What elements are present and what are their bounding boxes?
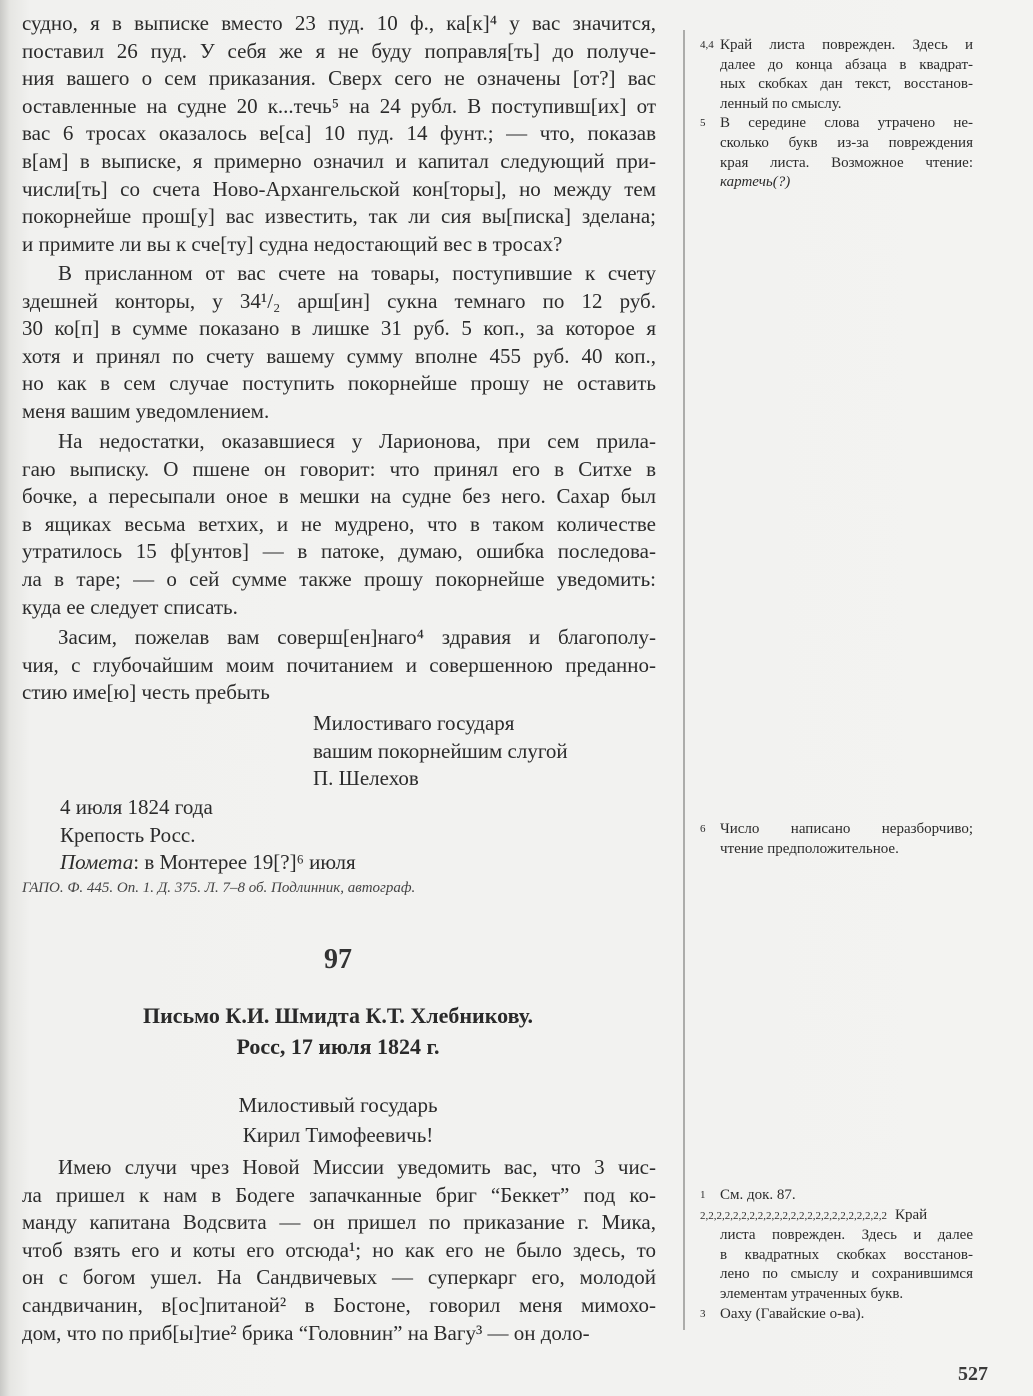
footnote-text: ных скобках дан текст, восстанов- (720, 76, 973, 93)
text-line: ния вашего о сем приказания. Сверх сего не означены [от?] вас (22, 66, 656, 91)
text-line: манду капитана Водсвита — он пришел по приказание г. Мика, (22, 1210, 656, 1235)
text-line: стию име[ю] честь пребыть (22, 680, 270, 705)
footnote-text: Оаху (Гавайские о-ва). (720, 1305, 865, 1322)
footnote-text: в квадратных скобках восстанов- (720, 1246, 973, 1263)
place-line: Крепость Росс. (60, 822, 196, 847)
footnote-group-bottom (700, 1186, 973, 1324)
footnote-text: Край листа поврежден. Здесь и (720, 37, 973, 53)
footnote-line (700, 173, 973, 193)
text-line: поставил 26 пуд. У себя же я не буду поправля[ть] до получе- (22, 38, 656, 63)
footnote-line (700, 36, 973, 56)
footnote-text: лено по смыслу и сохранившимся (720, 1266, 973, 1283)
footnote-line (700, 95, 973, 115)
paragraph-3 (22, 428, 656, 621)
text-line: Имею случи чрез Новой Миссии уведомить вас, что 3 чис- (58, 1155, 656, 1179)
text-line: Засим, пожелав вам соверш[ен]наго⁴ здравия и благополу- (58, 625, 656, 649)
footnote-text: картечь(?) (720, 174, 791, 191)
footnote-line (700, 820, 973, 840)
text-line: 30 ко[п] в сумме показано в лишке 31 руб. 5 коп., за которое я (22, 316, 656, 341)
text-line: в ящиках весьма ветхих, и не мудрено, что в таком количестве (22, 511, 656, 536)
footnote-line (700, 56, 973, 76)
text-line: здешней конторы, у 34¹/₂ арш[ин] сукна темнаго по 12 руб. (22, 288, 656, 313)
pometa-text: : в Монтерее 19[?]⁶ июля (133, 850, 356, 875)
text-line: утратилось 15 ф[унтов] — в патоке, думаю, ошибка последова- (22, 539, 656, 564)
text-line: На недостатки, оказавшиеся у Ларионова, при сем прила- (58, 429, 656, 453)
text-line: он с богом ушел. На Сандвичевых — суперкарг его, молодой (22, 1265, 656, 1290)
document-number: 97 (324, 944, 352, 975)
footnote-text: сколько букв из-за повреждения (720, 134, 973, 151)
text-line: чия, с глубочайшим моим почитанием и совершенною преданно- (22, 652, 656, 677)
text-line: числи[ть] со счета Ново-Архангельской кон[торы], но между тем (22, 176, 656, 201)
paragraph-4 (22, 624, 656, 707)
text-line: В присланном от вас счете на товары, поступившие к счету (58, 261, 656, 285)
salutation-line: Кирил Тимофеевичь! (242, 1123, 434, 1147)
footnote-text: далее до конца абзаца в квадрат- (720, 56, 973, 73)
footnote-line (700, 1305, 973, 1325)
signature (313, 710, 568, 793)
footnote-text: Край (895, 1206, 928, 1223)
text-line: куда ее следует списать. (22, 594, 238, 619)
date-place (60, 794, 356, 877)
text-line: гаю выписку. О пшене он говорит: что принял его в Ситхе в (22, 456, 656, 481)
footnote-line (700, 1186, 973, 1206)
text-line: бочке, а пересыпали оное в мешки на судне без него. Сахар был (22, 484, 656, 509)
pometa-label: Помета (60, 850, 134, 875)
text-line: оставленные на судне 20 к...течь⁵ на 24 рубл. В поступивш[их] от (22, 93, 656, 118)
footnote-line (700, 840, 973, 860)
letter-body (22, 1154, 656, 1347)
pometa-line (60, 849, 356, 877)
text-line: в[ам] в выписке, я примерно означил и капитал следующий при- (22, 148, 656, 173)
text-line: сандвичанин, в[ос]питаной² в Бостоне, говорил меня мимохо- (22, 1292, 656, 1317)
footnote-line (700, 1206, 973, 1227)
footnote-number: 4,4 (700, 39, 714, 51)
footnote-line (700, 1285, 973, 1305)
text-line: но как в сем случае поступить покорнейше прошу не оставить (22, 371, 656, 396)
paragraph-1 (22, 10, 656, 258)
footnote-line (700, 134, 973, 154)
footnote-line (700, 1265, 973, 1285)
footnote-text: Число написано неразборчиво; (720, 821, 973, 837)
footnote-text: ленный по смыслу. (720, 95, 842, 112)
signature-line: вашим покорнейшим слугой (313, 738, 568, 763)
text-line: ла в таре; — о сей сумме также прошу покорнейше уведомить: (22, 566, 656, 591)
footnote-number: 6 (700, 823, 706, 835)
text-line: меня вашим уведомлением. (22, 398, 270, 423)
salutation-line: Милостивый государь (238, 1093, 438, 1117)
footnote-number: 3 (700, 1307, 706, 1320)
footnote-group-middle (700, 820, 973, 859)
footnote-text: В середине слова утрачено не- (720, 115, 973, 132)
text-line: и примите ли вы к сче[ту] судна недостающий вес в тросах? (22, 231, 563, 256)
footnote-line (700, 154, 973, 174)
document-title (0, 1000, 676, 1062)
footnote-line (700, 114, 973, 134)
footnote-group-top (700, 36, 973, 193)
archive-reference: ГАПО. Ф. 445. Оп. 1. Д. 375. Л. 7–8 об. Подлинник, автограф. (22, 880, 416, 896)
footnote-line (700, 1226, 973, 1246)
footnote-text: листа поврежден. Здесь и далее (720, 1227, 973, 1244)
salutation (0, 1090, 676, 1150)
footnote-number: 5 (700, 117, 706, 130)
footnote-text: См. док. 87. (720, 1187, 796, 1203)
footnote-text: чтение предположительное. (720, 840, 899, 857)
footnote-line (700, 1246, 973, 1266)
signature-line: П. Шелехов (313, 766, 419, 791)
date-line: 4 июля 1824 года (60, 795, 213, 819)
text-line: покорнейше прош[у] вас известить, так ли сия вы[писка] зделана; (22, 204, 656, 229)
paragraph-2 (22, 260, 656, 426)
signature-line: Милостиваго государя (313, 711, 515, 735)
text-line: чтоб взять его и коты его отсюда¹; но как его не было здесь, то (22, 1237, 656, 1262)
text-line: ла пришел к нам в Бодеге запачканные бриг “Беккет” под ко- (22, 1182, 656, 1207)
footnote-text: элементам утраченных букв. (720, 1285, 904, 1302)
text-line: судно, я в выписке вместо 23 пуд. 10 ф., ка[к]⁴ у вас значится, (22, 11, 656, 35)
document-title-line: Росс, 17 июля 1824 г. (236, 1034, 440, 1059)
footnote-number: 1 (700, 1189, 706, 1201)
column-divider (683, 30, 685, 1330)
footnote-line (700, 75, 973, 95)
document-title-line: Письмо К.И. Шмидта К.Т. Хлебникову. (142, 1003, 533, 1028)
page-number: 527 (958, 1363, 988, 1385)
text-line: хотя и принял по счету вашему сумму вполне 455 руб. 40 коп., (22, 343, 656, 368)
footnote-text: края листа. Возможное чтение: (720, 154, 973, 171)
text-line: вас 6 тросах оказалось ве[са] 10 пуд. 14 фунт.; — что, показав (22, 121, 656, 146)
footnote-number: 2,2,2,2,2,2,2,2,2,2,2,2,2,2,2,2,2,2,2,2,2,2,2 (700, 1209, 887, 1222)
text-line: дом, что по приб[ы]тие² брика “Головнин” на Вагу³ — он доло- (22, 1320, 590, 1345)
